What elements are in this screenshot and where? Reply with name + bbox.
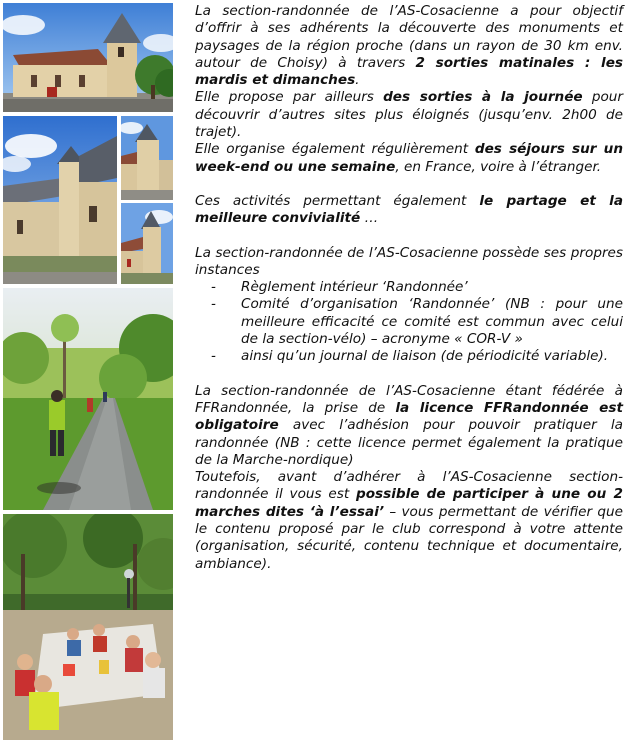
- paragraph-instances-intro: La section-randonnée de l’AS-Cosacienne possède ses propres instances: [195, 244, 623, 278]
- paragraph-trial-walks: Toutefois, avant d’adhérer à l’AS-Cosacienne section-randonnée il vous est possible de participer à une ou 2 marches dites ‘à l’essai’ – vous permettant de vérifier que le contenu proposé par le club correspond à votre attente (organisation, sécurité, contenu technique et documentaire, ambiance).: [195, 469, 624, 572]
- paragraph-conviviality: Ces activités permettant également le partage et la meilleure convivialité …: [195, 192, 623, 227]
- church-photo-top-right: [121, 116, 173, 200]
- list-item: - Comité d’organisation ‘Randonnée’ (NB : pour une meilleure efficacité ce comité est commun avec celui de la section-vélo) – acronyme « COR-V »: [195, 296, 623, 348]
- church-photo-wide: [3, 3, 173, 112]
- paragraph-licence: La section-randonnée de l’AS-Cosacienne étant fédérée à FFRandonnée, la prise de la licence FFRandonnée est obligatoire avec l’adhésion pour pouvoir pratiquer la randonnée (NB : cette licence permet également la pratique de la Marche-nordique): [195, 382, 623, 468]
- instances-list: [195, 279, 623, 365]
- paragraph-stays: Elle organise également régulièrement des séjours sur un week-end ou une semaine, en France, voire à l’étranger.: [195, 141, 624, 175]
- picnic-group-photo: [3, 514, 173, 740]
- paragraph-day-trips: Elle propose par ailleurs des sorties à la journée pour découvrir d’autres sites plus éloignés (jusqu’env. 2h00 de trajet).: [195, 89, 624, 141]
- description-text: [195, 3, 623, 573]
- paragraph-objectives: La section-randonnée de l’AS-Cosacienne a pour objectif d’offrir à ses adhérents la découverte des monuments et paysages de la région proche (dans un rayon de 30 km env. autour de Choisy) à travers 2 sorties matinales : les mardis et dimanches.: [195, 3, 624, 89]
- forest-path-hikers-photo: [3, 288, 173, 510]
- list-item: - Règlement intérieur ‘Randonnée’: [195, 279, 623, 296]
- church-photo-left: [3, 116, 117, 284]
- list-item: - ainsi qu’un journal de liaison (de périodicité variable).: [195, 348, 623, 365]
- church-photo-bottom-right: [121, 203, 173, 284]
